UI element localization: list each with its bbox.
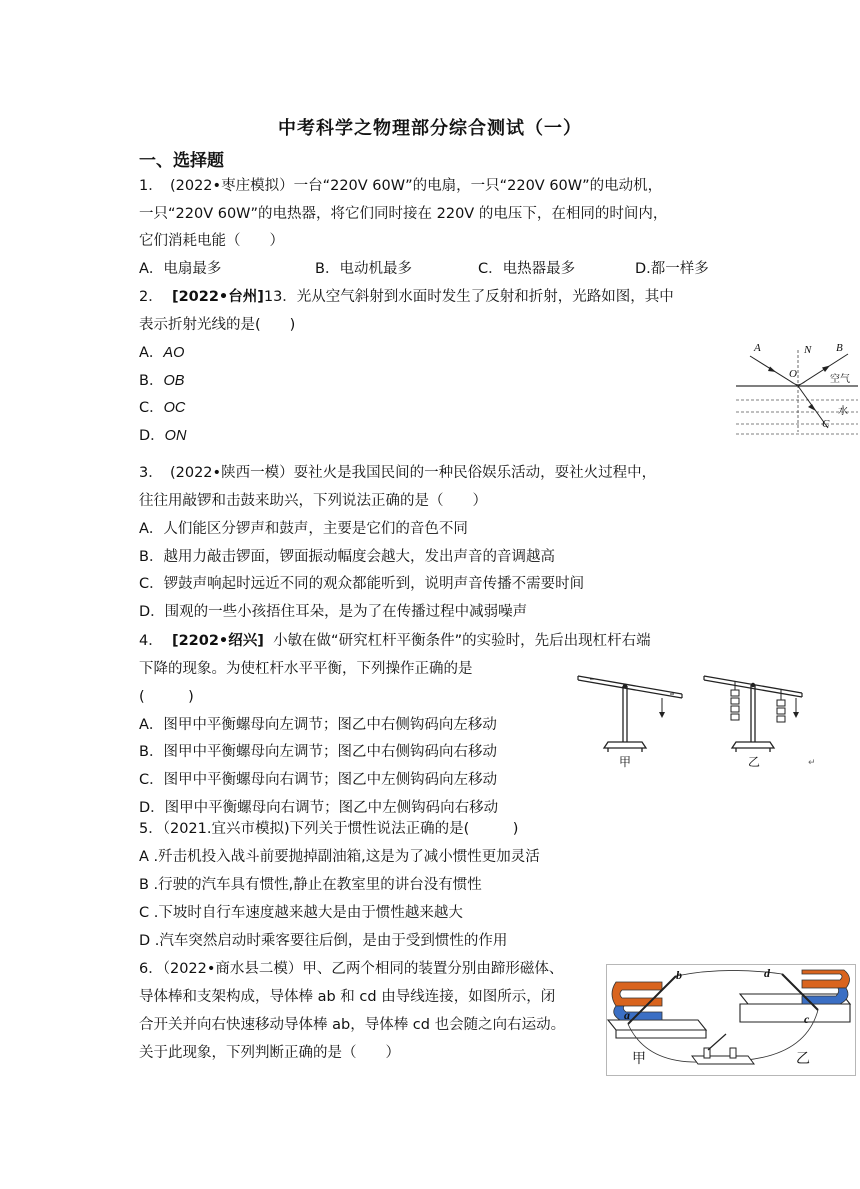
- lever-label-left: 甲: [619, 755, 632, 769]
- q1-line-2: 一只“220V 60W”的电热器，将它们同时接在 220V 的电压下，在相同的时间内，: [139, 206, 668, 222]
- q1-option-a: A．电扇最多: [139, 261, 222, 277]
- fig-label-b: B: [836, 342, 843, 354]
- q1-option-d: D.都一样多: [635, 261, 709, 277]
- q6-line-2: 导体棒和支架构成，导体棒 ab 和 cd 由导线连接，如图所示，闭: [139, 989, 556, 1005]
- q2-text: 13．光从空气斜射到水面时发生了反射和折射，光路如图，其中: [263, 289, 674, 305]
- q3-line-1: 3． (2022•陕西一模）耍社火是我国民间的一种民俗娱乐活动，耍社火过程中，: [139, 465, 657, 481]
- magnet-label-a: a: [624, 1008, 630, 1022]
- q6-line-1: 6．（2022•商水县二模）甲、乙两个相同的装置分别由蹄形磁体、: [139, 961, 564, 977]
- magnet-label-right: 乙: [796, 1051, 810, 1067]
- q4-line-2: 下降的现象。为使杠杆水平平衡，下列操作正确的是: [139, 661, 473, 677]
- q3-option-a: A．人们能区分锣声和鼓声，主要是它们的音色不同: [139, 521, 468, 537]
- magnet-label-c: c: [804, 1012, 810, 1026]
- q4-number: 4．: [139, 633, 163, 649]
- q3-option-d: D．围观的一些小孩捂住耳朵，是为了在传播过程中减弱噪声: [139, 604, 528, 620]
- q2-option-a: A．AO: [139, 345, 185, 361]
- q1-line-1: 1． (2022•枣庄模拟）一台“220V 60W”的电扇，一只“220V 60W”的电动机，: [139, 178, 663, 194]
- magnet-figure: [606, 964, 856, 1076]
- lever-figure: [570, 664, 820, 774]
- section-heading: 一、选择题: [139, 151, 224, 171]
- q6-line-3: 合开关并向右快速移动导体棒 ab，导体棒 cd 也会随之向右运动。: [139, 1017, 566, 1033]
- q4-option-a: A．图甲中平衡螺母向左调节；图乙中右侧钩码向左移动: [139, 717, 497, 733]
- q4-line-1: [139, 631, 651, 651]
- page-title: 中考科学之物理部分综合测试（一）: [278, 118, 582, 139]
- lever-right: [704, 676, 802, 752]
- q2-option-d: D．ON: [139, 428, 187, 444]
- q3-option-c: C．锣鼓声响起时远近不同的观众都能听到，说明声音传播不需要时间: [139, 576, 585, 592]
- lever-left: [578, 676, 682, 752]
- fig-label-air: 空气: [830, 374, 850, 385]
- q3-line-2: 往往用敲锣和击鼓来助兴，下列说法正确的是（ ）: [139, 493, 487, 509]
- fig-label-c: C: [822, 418, 830, 430]
- q2-option-b: B．OB: [139, 373, 185, 389]
- q5-option-d: D .汽车突然启动时乘客要往后倒，是由于受到惯性的作用: [139, 933, 508, 949]
- q5-option-c: C .下坡时自行车速度越来越大是由于惯性越来越大: [139, 905, 463, 921]
- q2-source: [2022•台州]: [171, 289, 264, 305]
- refraction-figure: [736, 342, 858, 436]
- q4-source: [2202•绍兴]: [171, 633, 264, 649]
- fig-label-o: O: [789, 368, 797, 380]
- q2-number: 2．: [139, 289, 163, 305]
- q4-text: 小敏在做“研究杠杆平衡条件”的实验时，先后出现杠杆右端: [273, 633, 651, 649]
- magnet-label-b: b: [676, 968, 682, 982]
- q4-option-d: D．图甲中平衡螺母向右调节；图乙中左侧钩码向右移动: [139, 800, 499, 816]
- q6-line-4: 关于此现象，下列判断正确的是（ ）: [139, 1045, 400, 1061]
- q5-option-a: A .歼击机投入战斗前要抛掉副油箱,这是为了减小惯性更加灵活: [139, 849, 540, 865]
- fig-label-water: 水: [838, 406, 848, 417]
- fig-label-a: A: [754, 342, 761, 354]
- q4-option-c: C．图甲中平衡螺母向右调节；图乙中左侧钩码向左移动: [139, 772, 498, 788]
- magnet-label-left: 甲: [632, 1051, 646, 1067]
- q1-option-b: B．电动机最多: [315, 261, 412, 277]
- q3-option-b: B．越用力敲击锣面，锣面振动幅度会越大，发出声音的音调越高: [139, 549, 555, 565]
- magnet-label-d: d: [764, 966, 770, 980]
- q2-line-2: 表示折射光线的是( ): [139, 317, 296, 333]
- q1-line-3: 它们消耗电能（ ）: [139, 233, 284, 249]
- q4-line-3: ( ): [139, 689, 194, 705]
- q5-option-b: B .行驶的汽车具有惯性,静止在教室里的讲台没有惯性: [139, 877, 482, 893]
- q2-line-1: [139, 287, 674, 307]
- fig-label-n: N: [804, 344, 812, 356]
- lever-label-right: 乙: [748, 755, 761, 769]
- q2-option-c: C．OC: [139, 400, 186, 416]
- q1-options: [139, 259, 709, 279]
- q4-option-b: B．图甲中平衡螺母向左调节；图乙中右侧钩码向右移动: [139, 744, 497, 760]
- q5-line-1: 5．（2021.宜兴市模拟)下列关于惯性说法正确的是( ): [139, 821, 519, 837]
- return-mark: ↵: [808, 758, 816, 768]
- q1-option-c: C．电热器最多: [478, 261, 576, 277]
